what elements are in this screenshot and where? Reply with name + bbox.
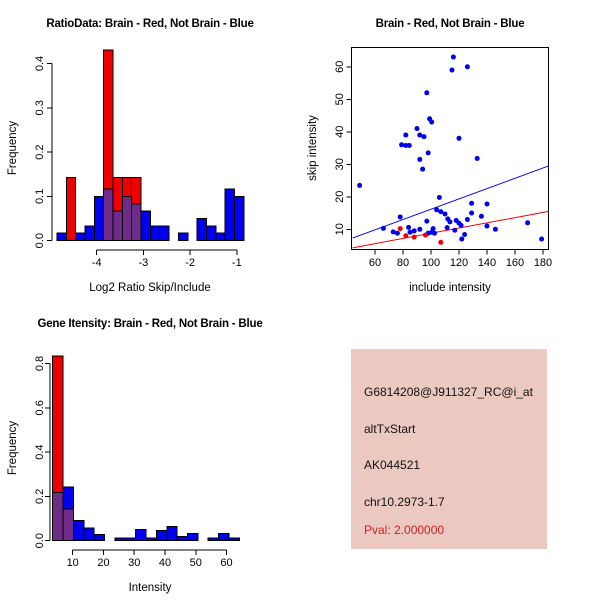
svg-text:140: 140 bbox=[477, 256, 497, 269]
not-brain-point bbox=[469, 211, 474, 216]
svg-text:120: 120 bbox=[449, 256, 469, 269]
not-brain-point bbox=[403, 133, 408, 138]
fit-lines bbox=[353, 166, 549, 248]
brain-bar bbox=[66, 177, 75, 240]
not-brain-point bbox=[417, 227, 422, 232]
not-brain-bar bbox=[73, 520, 83, 540]
svg-text:30: 30 bbox=[333, 158, 346, 171]
scatter-title: Brain - Red, Not Brain - Blue bbox=[375, 18, 525, 30]
gene-histogram-x-axis-label: Intensity bbox=[128, 582, 172, 594]
overlap-bar bbox=[104, 189, 113, 241]
not-brain-bar bbox=[160, 226, 169, 241]
not-brain-bar bbox=[225, 189, 234, 241]
overlap-bar bbox=[53, 493, 63, 541]
data-points bbox=[357, 55, 544, 245]
svg-text:100: 100 bbox=[421, 256, 441, 269]
not-brain-bar bbox=[229, 538, 239, 541]
gene-histogram-y-axis-label: Frequency bbox=[7, 420, 19, 476]
not-brain-point bbox=[445, 225, 450, 230]
not-brain-point bbox=[395, 231, 400, 236]
svg-text:180: 180 bbox=[533, 256, 553, 269]
ratio-histogram-x-axis-label: Log2 Ratio Skip/Include bbox=[89, 282, 211, 294]
svg-text:-1: -1 bbox=[231, 256, 242, 269]
brain-point bbox=[438, 240, 443, 245]
gene-histogram-title: Gene Itensity: Brain - Red, Not Brain - Blue bbox=[37, 318, 263, 330]
not-brain-point bbox=[539, 237, 544, 242]
not-brain-point bbox=[451, 55, 456, 60]
svg-text:0.8: 0.8 bbox=[33, 355, 46, 372]
not-brain-point bbox=[485, 201, 490, 206]
not-brain-point bbox=[399, 142, 404, 147]
panel-ratio-histogram bbox=[0, 0, 300, 300]
ratio-histogram-plot bbox=[0, 0, 300, 300]
not-brain-point bbox=[469, 201, 474, 206]
not-brain-point bbox=[462, 232, 467, 237]
not-brain-point bbox=[426, 150, 431, 155]
not-brain-bar bbox=[84, 528, 94, 541]
not-brain-bar bbox=[208, 538, 218, 541]
not-brain-point bbox=[459, 237, 464, 242]
not-brain-bar bbox=[146, 538, 156, 541]
svg-text:0.4: 0.4 bbox=[33, 444, 46, 460]
svg-text:60: 60 bbox=[220, 556, 233, 569]
svg-text:-2: -2 bbox=[185, 256, 195, 269]
brain-point bbox=[412, 235, 417, 240]
not-brain-point bbox=[424, 90, 429, 95]
svg-text:10: 10 bbox=[333, 223, 346, 236]
not-brain-point bbox=[438, 209, 443, 214]
not-brain-point bbox=[415, 126, 420, 131]
not-brain-bar bbox=[219, 533, 229, 540]
gene-intensity-histogram-plot bbox=[0, 300, 300, 600]
not-brain-point bbox=[422, 134, 427, 139]
not-brain-bar bbox=[177, 537, 187, 541]
not-brain-point bbox=[479, 214, 484, 219]
not-brain-point bbox=[452, 228, 457, 233]
svg-text:20: 20 bbox=[333, 190, 346, 203]
not-brain-bar bbox=[197, 219, 206, 241]
not-brain-point bbox=[443, 212, 448, 217]
svg-text:50: 50 bbox=[189, 556, 202, 569]
gene-info-box bbox=[351, 349, 547, 549]
overlap-bar bbox=[113, 211, 122, 241]
not-brain-point bbox=[357, 183, 362, 188]
svg-text:0.6: 0.6 bbox=[33, 400, 46, 416]
not-brain-bar bbox=[115, 538, 125, 541]
ratio-histogram-y-axis-label: Frequency bbox=[7, 120, 19, 176]
not-brain-bar bbox=[125, 538, 135, 541]
svg-text:0.2: 0.2 bbox=[33, 144, 46, 160]
brain-point bbox=[403, 233, 408, 238]
brain-point bbox=[398, 226, 403, 231]
not-brain-point bbox=[420, 167, 425, 172]
not-brain-point bbox=[465, 217, 470, 222]
svg-text:50: 50 bbox=[333, 93, 346, 106]
not-brain-point bbox=[429, 120, 434, 125]
svg-text:-3: -3 bbox=[138, 256, 149, 269]
pvalue-text: Pval: 2.000000 bbox=[364, 523, 445, 537]
x-axis bbox=[67, 550, 233, 569]
svg-text:20: 20 bbox=[97, 556, 110, 569]
x-axis bbox=[92, 250, 242, 269]
not-brain-bar bbox=[76, 233, 85, 241]
panel-intensity-scatter bbox=[300, 0, 600, 300]
brain-point bbox=[423, 233, 428, 238]
not-brain-point bbox=[407, 143, 412, 148]
not-brain-point bbox=[398, 214, 403, 219]
svg-text:40: 40 bbox=[333, 125, 346, 138]
not-brain-bar bbox=[188, 533, 198, 540]
y-axis bbox=[334, 61, 352, 236]
not-brain-point bbox=[437, 195, 442, 200]
y-axis bbox=[34, 56, 52, 248]
svg-text:80: 80 bbox=[396, 256, 410, 269]
not-brain-point bbox=[459, 223, 464, 228]
ratio-histogram-title: RatioData: Brain - Red, Not Brain - Blue bbox=[46, 18, 254, 30]
svg-text:0.0: 0.0 bbox=[33, 233, 46, 249]
not-brain-point bbox=[475, 156, 480, 161]
not-brain-point bbox=[381, 226, 386, 231]
not-brain-point bbox=[465, 64, 470, 69]
panel-gene-intensity-histogram bbox=[0, 300, 300, 600]
svg-text:0.3: 0.3 bbox=[33, 100, 46, 116]
not-brain-point bbox=[412, 228, 417, 233]
not-brain-bar bbox=[141, 211, 150, 241]
not-brain-bar bbox=[94, 196, 103, 240]
x-axis bbox=[369, 249, 552, 269]
not-brain-point bbox=[417, 157, 422, 162]
scatter-y-axis-label: skip intensity bbox=[307, 115, 319, 181]
not-brain-point bbox=[406, 225, 411, 230]
svg-text:160: 160 bbox=[505, 256, 525, 269]
panel-gene-info bbox=[300, 300, 600, 600]
overlap-bar bbox=[63, 509, 73, 540]
splice-event-type-text: altTxStart bbox=[364, 422, 416, 436]
intensity-scatter-plot bbox=[300, 0, 600, 300]
not-brain-bar bbox=[94, 534, 104, 540]
not-brain-point bbox=[493, 227, 498, 232]
chromosome-location-text: chr10.2973-1.7 bbox=[364, 495, 445, 509]
not-brain-bar bbox=[156, 530, 166, 540]
not-brain-bar bbox=[167, 527, 177, 541]
not-brain-bar bbox=[85, 226, 94, 241]
y-axis bbox=[34, 356, 50, 548]
not-brain-bar bbox=[136, 530, 146, 541]
svg-text:0.4: 0.4 bbox=[33, 55, 46, 72]
svg-text:60: 60 bbox=[333, 60, 346, 73]
histogram-bars bbox=[57, 50, 244, 240]
svg-text:60: 60 bbox=[368, 256, 382, 269]
not-brain-bar bbox=[178, 233, 187, 241]
probe-id-text: G6814208@J911327_RC@i_at bbox=[364, 385, 533, 399]
not-brain-point bbox=[424, 219, 429, 224]
scatter-x-axis-label: include intensity bbox=[409, 282, 491, 294]
not-brain-bar bbox=[216, 233, 225, 241]
not-brain-bar bbox=[234, 196, 243, 240]
svg-text:0.1: 0.1 bbox=[33, 188, 46, 205]
not-brain-bar bbox=[57, 233, 66, 241]
svg-text:30: 30 bbox=[128, 556, 141, 569]
not-brain-point bbox=[447, 219, 452, 224]
svg-text:0.2: 0.2 bbox=[33, 488, 46, 505]
svg-text:0.0: 0.0 bbox=[33, 533, 46, 549]
overlap-bar bbox=[122, 196, 131, 240]
not-brain-point bbox=[450, 68, 455, 73]
svg-text:-4: -4 bbox=[91, 256, 102, 269]
accession-text: AK044521 bbox=[364, 458, 421, 472]
not-brain-point bbox=[525, 220, 530, 225]
not-brain-bar bbox=[206, 226, 215, 241]
not-brain-point bbox=[485, 224, 490, 229]
histogram-bars bbox=[53, 356, 240, 541]
svg-text:40: 40 bbox=[158, 556, 172, 569]
overlap-bar bbox=[132, 204, 141, 241]
not-brain-point bbox=[432, 231, 437, 236]
not-brain-point bbox=[457, 136, 462, 141]
not-brain-bar bbox=[150, 226, 159, 241]
svg-text:10: 10 bbox=[66, 556, 79, 569]
